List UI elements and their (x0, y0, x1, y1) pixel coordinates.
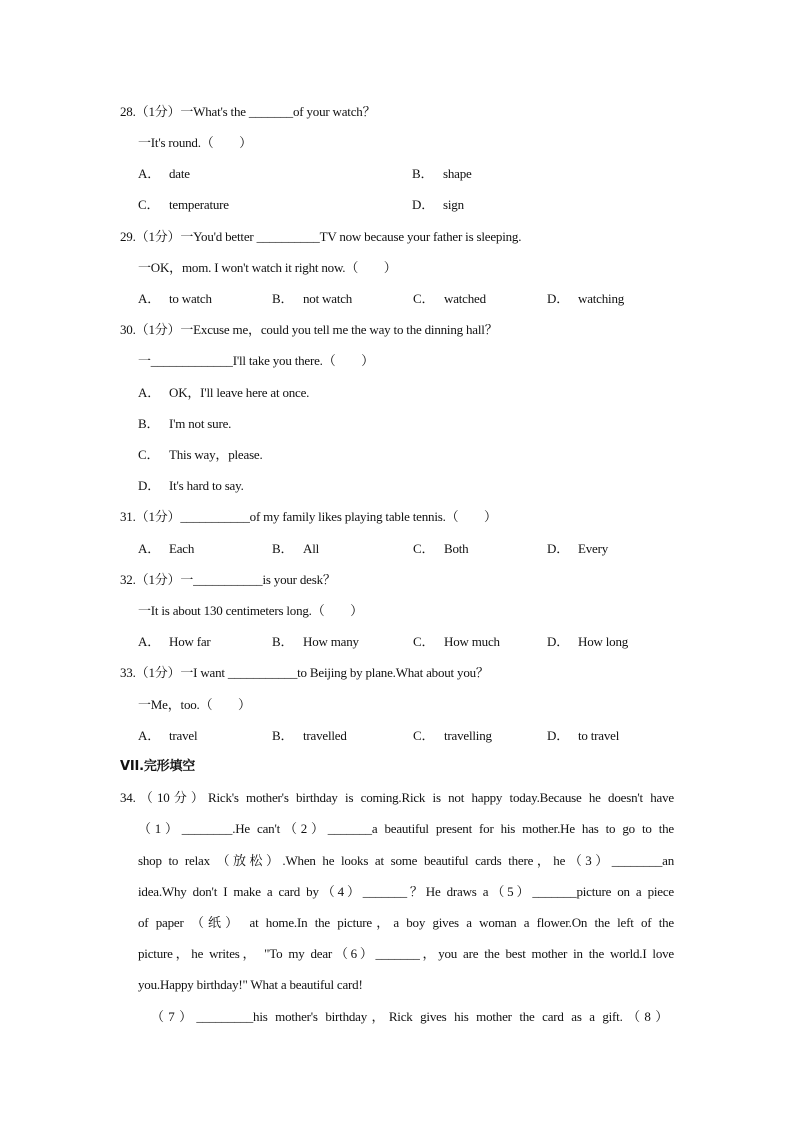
option-text: temperature (169, 197, 229, 212)
question-30-stem: 30.（1分）一Excuse me，could you tell me the way to the dinning hall？ (120, 322, 498, 337)
passage-line-3: shop to relax （放松）.When he looks at some beautiful cards there，he（3）________an (138, 853, 674, 868)
question-32-option-c[interactable] (413, 634, 500, 650)
option-text: This way，please. (169, 447, 263, 462)
option-letter: B． (272, 541, 294, 556)
question-32-option-a[interactable] (138, 634, 211, 650)
question-29-option-a[interactable] (138, 291, 212, 307)
option-text: I'm not sure. (169, 416, 232, 431)
option-text: shape (443, 166, 472, 181)
option-text: to watch (169, 291, 212, 306)
passage-line-6: picture，he writes， "To my dear（6）_______，you are the best mother in the world.I love (138, 946, 674, 961)
question-33-subline: 一Me，too.（ ） (138, 697, 251, 712)
passage-line-8: （7）_________his mother's birthday，Rick gives his mother the card as a gift.（8） (151, 1009, 668, 1024)
option-letter: B． (272, 634, 294, 649)
option-letter: A． (138, 291, 160, 306)
passage-line-7: you.Happy birthday!" What a beautiful card! (138, 977, 363, 992)
question-29-option-d[interactable] (547, 291, 624, 307)
option-letter: D． (412, 197, 434, 212)
question-28-option-b[interactable] (412, 166, 472, 182)
option-letter: A． (138, 728, 160, 743)
question-33-option-a[interactable] (138, 728, 197, 744)
option-letter: C． (413, 728, 435, 743)
option-text: How much (444, 634, 500, 649)
option-letter: B． (272, 291, 294, 306)
question-31-option-a[interactable] (138, 541, 194, 557)
option-text: watched (444, 291, 486, 306)
question-29-option-c[interactable] (413, 291, 486, 307)
question-33-option-c[interactable] (413, 728, 492, 744)
option-letter: D． (547, 291, 569, 306)
option-letter: C． (138, 197, 160, 212)
option-text: travel (169, 728, 198, 743)
option-letter: B． (412, 166, 434, 181)
question-33-stem: 33.（1分）一I want ___________to Beijing by plane.What about you？ (120, 665, 489, 680)
question-30-option-d[interactable] (138, 478, 244, 494)
option-text: to travel (578, 728, 620, 743)
passage-line-4: idea.Why don't I make a card by（4）_______？He draws a（5）_______picture on a piece (138, 884, 674, 899)
option-letter: A． (138, 541, 160, 556)
question-31-stem: 31.（1分）___________of my family likes playing table tennis.（ ） (120, 509, 497, 524)
option-letter: C． (413, 291, 435, 306)
option-text: Each (169, 541, 195, 556)
passage-first-line: 34.（10分）Rick's mother's birthday is coming.Rick is not happy today.Because he doesn't have (120, 790, 674, 805)
question-28-option-a[interactable] (138, 166, 190, 182)
option-letter: C． (138, 447, 160, 462)
option-text: All (303, 541, 320, 556)
question-28-option-d[interactable] (412, 197, 464, 213)
option-text: travelling (444, 728, 492, 743)
option-letter: D． (547, 728, 569, 743)
option-text: How far (169, 634, 211, 649)
question-33-option-b[interactable] (272, 728, 347, 744)
question-31-option-d[interactable] (547, 541, 608, 557)
option-text: It's hard to say. (169, 478, 244, 493)
passage-line-2: （1）________.He can't（2）_______a beautiful present for his mother.He has to go to the (138, 821, 674, 836)
question-30-subline: 一_____________I'll take you there.（ ） (138, 353, 374, 368)
question-30-option-b[interactable] (138, 416, 231, 432)
passage-line-1 (120, 790, 674, 806)
question-32-subline: 一It is about 130 centimeters long.（ ） (138, 603, 363, 618)
question-29-stem: 29.（1分）一You'd better __________TV now because your father is sleeping. (120, 229, 522, 244)
option-letter: C． (413, 634, 435, 649)
option-letter: B． (138, 416, 160, 431)
option-text: date (169, 166, 190, 181)
option-text: watching (578, 291, 625, 306)
section-title: VII.完形填空 (120, 759, 196, 774)
question-30-option-a[interactable] (138, 385, 309, 401)
option-letter: D． (138, 478, 160, 493)
option-letter: A． (138, 385, 160, 400)
question-28-option-c[interactable] (138, 197, 229, 213)
question-31-option-c[interactable] (413, 541, 468, 557)
question-32-option-d[interactable] (547, 634, 628, 650)
option-text: sign (443, 197, 464, 212)
question-32-stem: 32.（1分）一___________is your desk？ (120, 572, 336, 587)
option-letter: A． (138, 166, 160, 181)
option-text: How long (578, 634, 629, 649)
option-letter: B． (272, 728, 294, 743)
option-letter: C． (413, 541, 435, 556)
option-text: How many (303, 634, 359, 649)
question-31-option-b[interactable] (272, 541, 319, 557)
option-text: travelled (303, 728, 347, 743)
option-text: Both (444, 541, 469, 556)
option-letter: D． (547, 541, 569, 556)
question-29-subline: 一OK，mom. I won't watch it right now.（ ） (138, 260, 397, 275)
question-33-option-d[interactable] (547, 728, 619, 744)
option-text: OK，I'll leave here at once. (169, 385, 310, 400)
option-letter: A． (138, 634, 160, 649)
question-28-subline: 一It's round.（ ） (138, 135, 252, 150)
question-30-option-c[interactable] (138, 447, 263, 463)
question-29-option-b[interactable] (272, 291, 352, 307)
passage-line-5: of paper （纸） at home.In the picture，a boy gives a woman a flower.On the left of the (138, 915, 674, 930)
question-32-option-b[interactable] (272, 634, 359, 650)
option-text: not watch (303, 291, 353, 306)
option-text: Every (578, 541, 609, 556)
question-28-stem: 28.（1分）一What's the _______of your watch？ (120, 104, 376, 119)
option-letter: D． (547, 634, 569, 649)
